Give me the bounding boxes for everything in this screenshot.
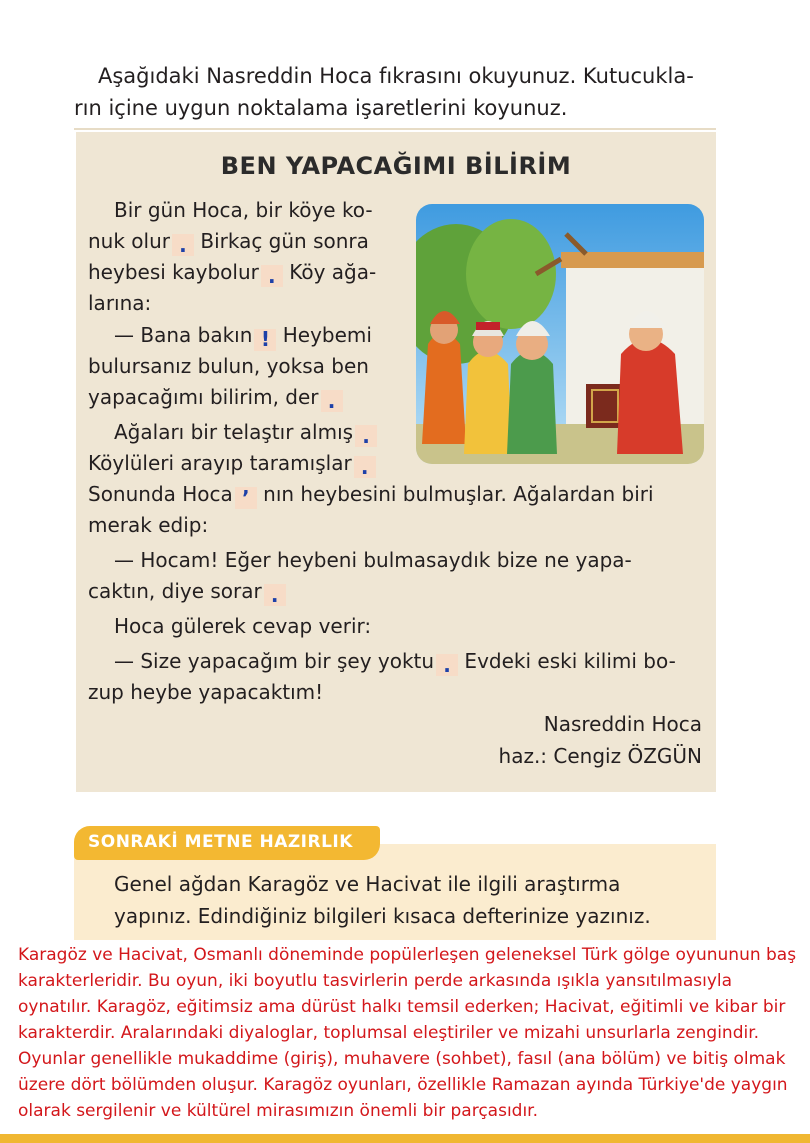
punctuation-box[interactable]: .	[172, 234, 194, 256]
story-illustration	[416, 204, 704, 464]
story-line: bulursanız bulun, yoksa ben	[88, 354, 369, 378]
story-line: merak edip:	[88, 513, 209, 537]
story-line: Bir gün Hoca, bir köye ko-	[114, 198, 373, 222]
punctuation-box[interactable]: .	[355, 425, 377, 447]
section-header-label: SONRAKİ METNE HAZIRLIK	[88, 832, 353, 852]
story-line: heybesi kaybolur . Köy ağa-	[88, 260, 377, 288]
footer-bar	[0, 1134, 810, 1143]
punctuation-box[interactable]: .	[261, 265, 283, 287]
story-line: caktın, diye sorar .	[88, 576, 286, 607]
story-line: — Hocam! Eğer heybeni bulmasaydık bize ne yapa-	[114, 548, 632, 572]
story-line: larına:	[88, 291, 152, 315]
info-note: Karagöz ve Hacivat, Osmanlı döneminde popülerleşen geleneksel Türk gölge oyununun baş karakterleridir. Bu oyun, iki boyutlu tasvirlerin perde arkasında ışıkla yansıtılmasıyla oynatılır. Karagöz, eğitimsiz ama dürüst halkı temsil ederken; Hacivat, eğitimli ve kibar bir karakterdir. Aralarındaki diyaloglar, toplumsal eleştiriler ve mizahi unsurlarla zengindir. Oyunlar genellikle mukaddime (giriş), muhavere (sohbet), fasıl (ana bölüm) ve bitiş olmak üzere dört bölümden oluşur. Karagöz oyunları, özellikle Ramazan ayında Türkiye'de yaygın olarak sergilenir ve kültürel mirasımızın önemli bir parçasıdır.	[18, 945, 797, 1121]
punctuation-box[interactable]: .	[321, 390, 343, 412]
punctuation-box[interactable]: .	[264, 584, 286, 606]
story-line: Ağaları bir telaştır almış .	[114, 417, 377, 448]
instruction-line-2: rın içine uygun noktalama işaretlerini koyunuz.	[74, 96, 568, 120]
story-line: yapacağımı bilirim, der .	[88, 382, 343, 413]
story-line: Sonunda Hoca ’ nın heybesini bulmuşlar. Ağalardan biri	[88, 482, 654, 510]
punctuation-box[interactable]: .	[436, 654, 458, 676]
divider	[74, 128, 716, 130]
story-title: BEN YAPACAĞIMI BİLİRİM	[220, 152, 572, 180]
story-line: Köylüleri arayıp taramışlar .	[88, 448, 376, 479]
story-line: zup heybe yapacaktım!	[88, 680, 324, 704]
story-line: — Size yapacağım bir şey yoktu . Evdeki eski kilimi bo-	[114, 649, 676, 677]
instruction-text	[74, 60, 724, 124]
story-line: Hoca gülerek cevap verir:	[114, 614, 372, 638]
punctuation-box[interactable]: ’	[235, 487, 257, 509]
preparation-text: Genel ağdan Karagöz ve Hacivat ile ilgili araştırma yapınız. Edindiğiniz bilgileri kısaca defterinize yazınız.	[114, 872, 651, 928]
instruction-line-1: Aşağıdaki Nasreddin Hoca fıkrasını okuyunuz. Kutucukla-	[98, 64, 694, 88]
story-line: — Bana bakın ! Heybemi	[114, 323, 372, 351]
story-author: Nasreddin Hoca	[543, 712, 702, 736]
story-editor: haz.: Cengiz ÖZGÜN	[498, 744, 702, 768]
punctuation-box[interactable]: !	[254, 329, 276, 351]
story-line: nuk olur . Birkaç gün sonra	[88, 229, 369, 257]
section-header	[74, 826, 380, 860]
punctuation-box[interactable]: .	[354, 456, 376, 478]
